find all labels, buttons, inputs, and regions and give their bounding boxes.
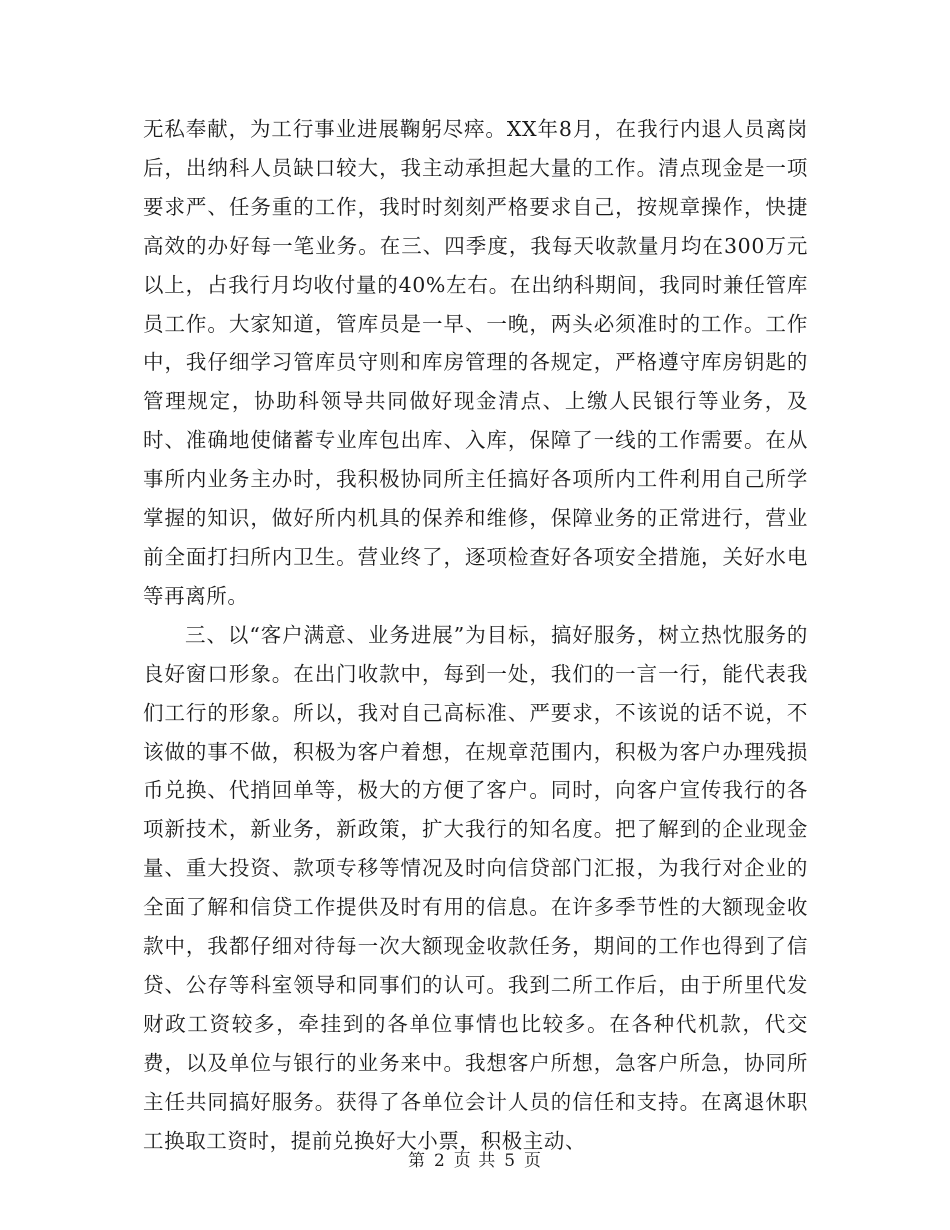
paragraph-continued: 无私奉献，为工行事业进展鞠躬尽瘁。XX年8月，在我行内退人员离岗后，出纳科人员缺口较大，我主动承担起大量的工作。清点现金是一项要求严、任务重的工作，我时时刻刻严格要求自己，按规章操作，快捷高效的办好每一笔业务。在三、四季度，我每天收款量月均在300万元以上，占我行月均收付量的40%左右。在出纳科期间，我同时兼任管库员工作。大家知道，管库员是一早、一晚，两头必须准时的工作。工作中，我仔细学习管库员守则和库房管理的各规定，严格遵守库房钥匙的管理规定，协助科领导共同做好现金清点、上缴人民银行等业务，及时、准确地使储蓄专业库包出库、入库，保障了一线的工作需要。在从事所内业务主办时，我积极协同所主任搞好各项所内工件利用自己所学掌握的知识，做好所内机具的保养和维修，保障业务的正常进行，营业前全面打扫所内卫生。营业终了，逐项检查好各项安全措施，关好水电等再离所。 [143,117,808,608]
footer-prefix: 第 [407,1151,426,1171]
paragraph-section-three: 三、以“客户满意、业务进展”为目标，搞好服务，树立热忱服务的良好窗口形象。在出门收款中，每到一处，我们的一言一行，能代表我们工行的形象。所以，我对自己高标准、严要求，不该说的话不说，不该做的事不做，积极为客户着想，在规章范围内，积极为客户办理残损币兑换、代捎回单等，极大的方便了客户。同时，向客户宣传我行的各项新技术，新业务，新政策，扩大我行的知名度。把了解到的企业现金量、重大投资、款项专移等情况及时向信贷部门汇报，为我行对企业的全面了解和信贷工作提供及时有用的信息。在许多季节性的大额现金收款中，我都仔细对待每一次大额现金收款任务，期间的工作也得到了信贷、公存等科室领导和同事们的认可。我到二所工作后，由于所里代发财政工资较多，牵挂到的各单位事情也比较多。在各种代机款，代交费，以及单位与银行的业务来中。我想客户所想，急客户所急，协同所主任共同搞好服务。获得了各单位会计人员的信任和支持。在离退休职工换取工资时，提前兑换好大小票，积极主动、 [143,622,808,1153]
page-footer [0,1146,950,1171]
page-number: 2 [433,1151,446,1171]
document-body [143,110,808,1160]
footer-middle: 页 共 [453,1151,497,1171]
page-total: 5 [504,1151,517,1171]
footer-suffix: 页 [524,1151,543,1171]
